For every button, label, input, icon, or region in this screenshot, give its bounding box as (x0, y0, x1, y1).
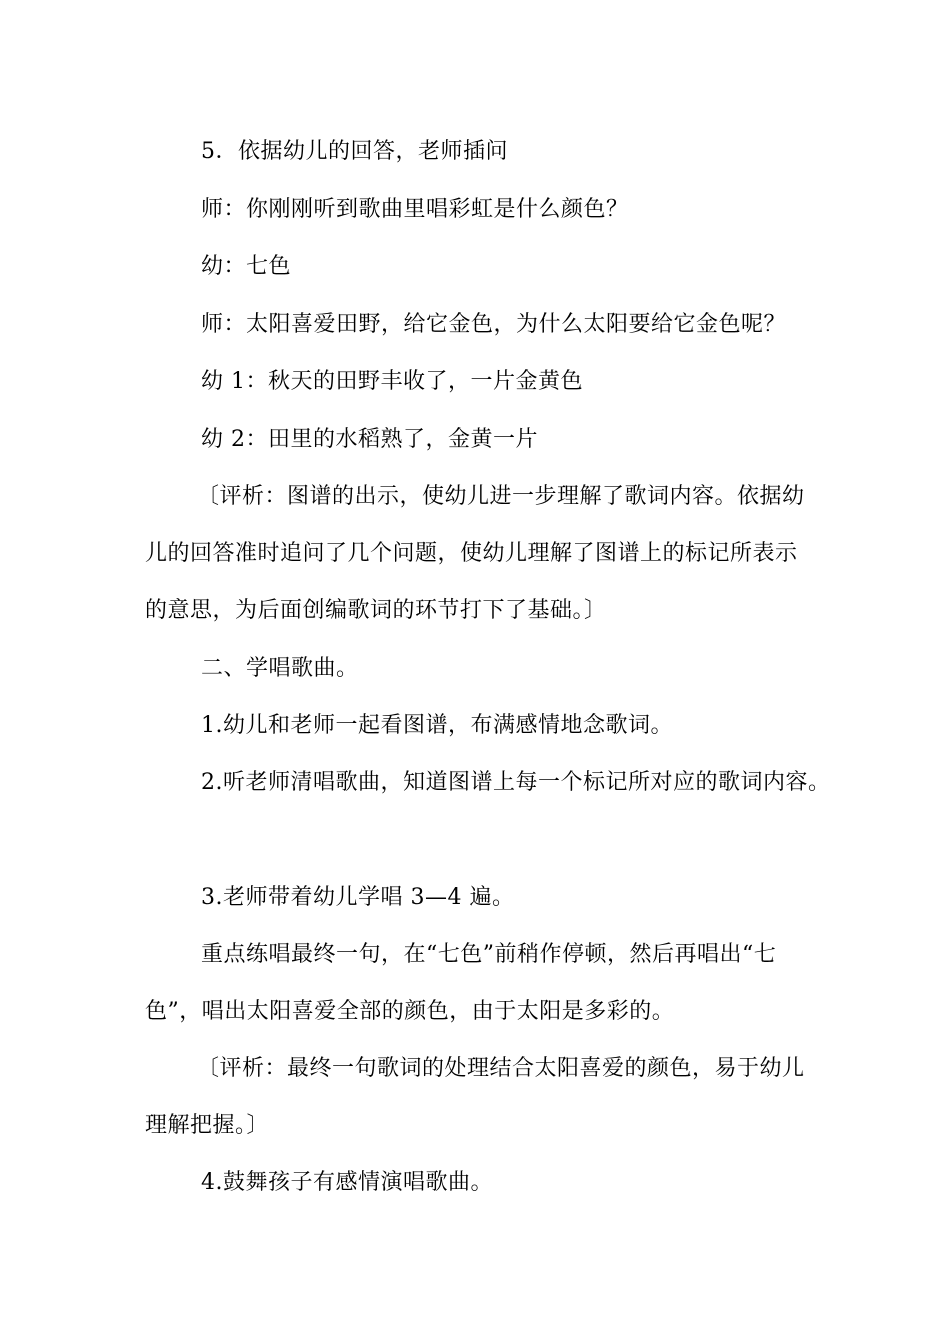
commentary-line: 〔评析：图谱的出示，使幼儿进一步理解了歌词内容。依据幼 (197, 484, 805, 509)
paragraph-line: 幼：七色 (201, 254, 292, 279)
paragraph-line: 幼 2：田里的水稻熟了，金黄一片 (201, 427, 538, 452)
commentary-line: 儿的回答准时追问了几个问题，使幼儿理解了图谱上的标记所表示 (145, 541, 798, 566)
paragraph-line: 3.老师带着幼儿学唱 3—4 遍。 (201, 885, 515, 910)
commentary-line: 理解把握。〕 (145, 1113, 270, 1138)
paragraph-line: 色”，唱出太阳喜爱全部的颜色，由于太阳是多彩的。 (145, 999, 675, 1024)
paragraph-line: 幼 1：秋天的田野丰收了，一片金黄色 (201, 369, 583, 394)
paragraph-line: 师：你刚刚听到歌曲里唱彩虹是什么颜色？ (201, 197, 629, 222)
commentary-line: 的意思，为后面创编歌词的环节打下了基础。〕 (145, 598, 607, 623)
paragraph-line: 师：太阳喜爱田野，给它金色，为什么太阳要给它金色呢？ (201, 312, 787, 337)
section-heading: 二、学唱歌曲。 (201, 656, 359, 681)
paragraph-line: 2.听老师清唱歌曲，知道图谱上每一个标记所对应的歌词内容。 (201, 770, 831, 795)
commentary-line: 〔评析：最终一句歌词的处理结合太阳喜爱的颜色，易于幼儿 (197, 1056, 805, 1081)
paragraph-line: 4.鼓舞孩子有感情演唱歌曲。 (201, 1170, 493, 1195)
paragraph-line: 1.幼儿和老师一起看图谱，布满感情地念歌词。 (201, 713, 673, 738)
paragraph-line: 5．依据幼儿的回答，老师插问 (201, 139, 508, 164)
paragraph-line: 重点练唱最终一句，在“七色”前稍作停顿，然后再唱出“七 (201, 942, 777, 967)
